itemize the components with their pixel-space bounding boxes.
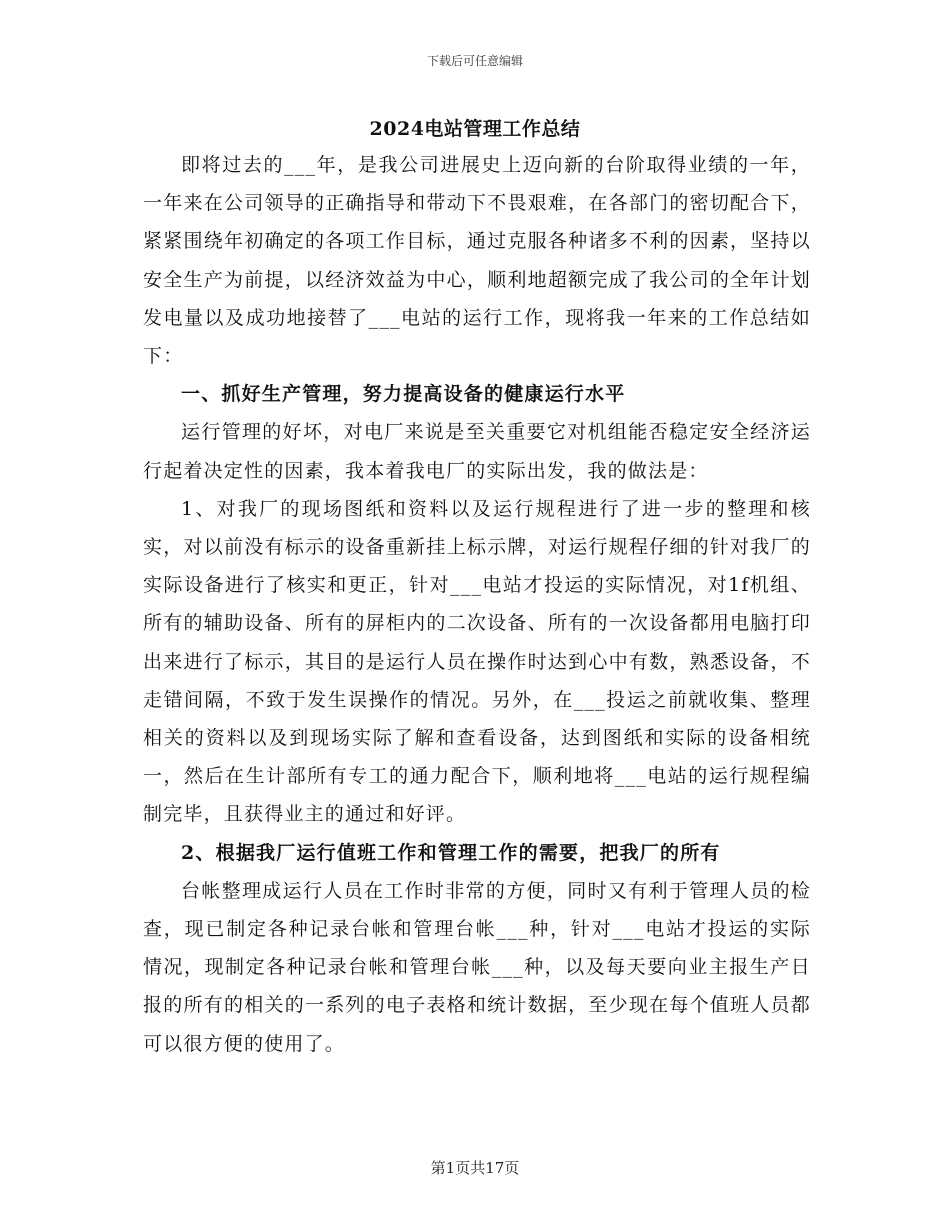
page-number: 第1页共17页 <box>430 1159 520 1177</box>
item-2-paragraph: 台帐整理成运行人员在工作时非常的方便，同时又有利于管理人员的检查，现已制定各种记录台帐和管理台帐___种，针对___电站才投运的实际情况，现制定各种记录台帐和管理台帐___种，以及每天要向业主报生产日报的所有的相关的一系列的电子表格和统计数据，至少现在每个值班人员都可以很方便的使用了。 <box>143 879 811 1055</box>
item-1-paragraph: 1、对我厂的现场图纸和资料以及运行规程进行了进一步的整理和核实，对以前没有标示的设备重新挂上标示牌，对运行规程仔细的针对我厂的实际设备进行了核实和更正，针对___电站才投运的实际情况，对1f机组、所有的辅助设备、所有的屏柜内的二次设备、所有的一次设备都用电脑打印出来进行了标示，其目的是运行人员在操作时达到心中有数，熟悉设备，不走错间隔，不致于发生误操作的情况。另外，在___投运之前就收集、整理相关的资料以及到现场实际了解和查看设备，达到图纸和实际的设备相统一，然后在生计部所有专工的通力配合下，顺利地将___电站的运行规程编制完毕，且获得业主的通过和好评。 <box>143 497 811 826</box>
document-title: 2024电站管理工作总结 <box>369 118 581 140</box>
header-note: 下载后可任意编辑 <box>426 54 523 68</box>
section-heading-1: 一、抓好生产管理，努力提高设备的健康运行水平 <box>181 383 626 406</box>
document-body <box>143 146 811 1063</box>
intro-paragraph: 即将过去的___年，是我公司进展史上迈向新的台阶取得业绩的一年，一年来在公司领导的正确指导和带动下不畏艰难，在各部门的密切配合下，紧紧围绕年初确定的各项工作目标，通过克服各种诸多不利的因素，坚持以安全生产为前提，以经济效益为中心，顺利地超额完成了我公司的全年计划发电量以及成功地接替了___电站的运行工作，现将我一年来的工作总结如下： <box>143 154 811 368</box>
section-1-paragraph: 运行管理的好坏，对电厂来说是至关重要它对机组能否稳定安全经济运行起着决定性的因素，我本着我电厂的实际出发，我的做法是： <box>143 421 811 482</box>
item-2-heading: 2、根据我厂运行值班工作和管理工作的需要，把我厂的所有 <box>181 841 721 864</box>
